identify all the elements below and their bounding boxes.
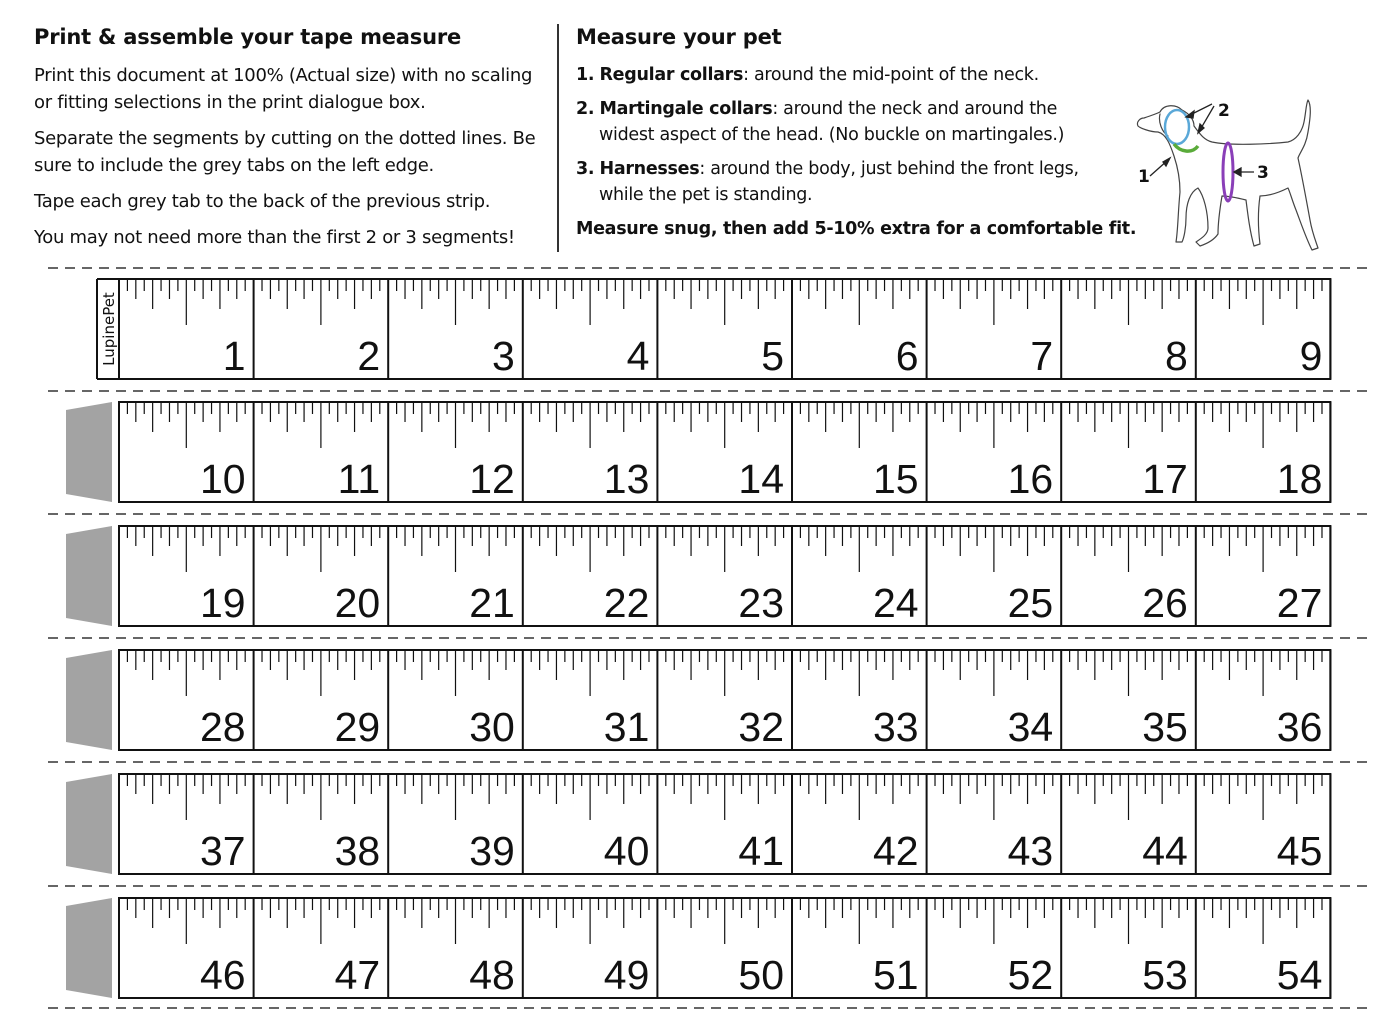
ruler-number: 48 [469, 952, 515, 998]
print-instructions-title: Print & assemble your tape measure [34, 25, 462, 49]
ruler-number: 14 [738, 456, 784, 502]
ruler-number: 19 [199, 580, 246, 626]
ruler-number: 24 [872, 580, 919, 626]
grey-tape-tab [66, 898, 112, 998]
ruler-number: 29 [334, 704, 381, 750]
ruler-number: 30 [469, 704, 515, 750]
ruler-number: 52 [1007, 952, 1054, 998]
step-text: : around the neck and around the [772, 99, 1058, 119]
ruler-number: 46 [199, 952, 246, 998]
ruler-number: 28 [199, 704, 246, 750]
ruler-number: 21 [469, 580, 515, 626]
step-number: 1. [576, 65, 595, 85]
instruction-paragraph: Separate the segments by cutting on the dotted lines. Be sure to include the grey tabs on the left edge. [34, 128, 536, 176]
ruler-number: 49 [603, 952, 650, 998]
ruler-number: 42 [872, 828, 919, 874]
step-number: 2. [576, 99, 595, 119]
ruler-number: 5 [761, 333, 784, 379]
ruler-number: 44 [1142, 828, 1188, 874]
step-text: : around the body, just behind the front legs, [699, 159, 1079, 179]
step-label: Regular collars [599, 65, 744, 85]
diagram-label-1: 1 [1138, 167, 1150, 187]
ruler-number: 50 [738, 952, 784, 998]
measure-instructions-title: Measure your pet [576, 25, 782, 49]
ruler-number: 1 [222, 333, 246, 379]
ruler-number: 31 [603, 704, 650, 750]
step-number: 3. [576, 159, 595, 179]
ruler-number: 6 [895, 333, 919, 379]
step-text: : around the mid-point of the neck. [743, 65, 1039, 85]
ruler-number: 25 [1007, 580, 1054, 626]
grey-tape-tab [66, 650, 112, 750]
ruler-number: 54 [1276, 952, 1323, 998]
ruler-number: 39 [469, 828, 515, 874]
ruler-number: 12 [469, 456, 515, 502]
grey-tape-tab [66, 526, 112, 626]
step-label: Martingale collars [599, 99, 773, 119]
diagram-label-3: 3 [1257, 163, 1269, 183]
brand-label: LupinePet [100, 292, 118, 366]
ruler-number: 17 [1142, 456, 1188, 502]
ruler-number: 40 [603, 828, 650, 874]
ruler-number: 34 [1007, 704, 1054, 750]
step-text-continued: while the pet is standing. [599, 185, 813, 205]
ruler-number: 9 [1299, 333, 1323, 379]
grey-tape-tab [66, 402, 112, 502]
ruler-number: 45 [1276, 828, 1323, 874]
instruction-paragraph: You may not need more than the first 2 or 3 segments! [34, 227, 515, 248]
ruler-number: 26 [1142, 580, 1188, 626]
ruler-number: 35 [1142, 704, 1188, 750]
ruler-number: 37 [199, 828, 246, 874]
ruler-number: 3 [491, 333, 515, 379]
ruler-number: 22 [603, 580, 650, 626]
ruler-number: 10 [199, 456, 246, 502]
step-label: Harnesses [599, 159, 700, 179]
ruler-number: 15 [872, 456, 919, 502]
ruler-number: 51 [872, 952, 919, 998]
ruler-number: 20 [334, 580, 381, 626]
ruler-number: 47 [334, 952, 381, 998]
ruler-number: 16 [1007, 456, 1054, 502]
ruler-number: 11 [337, 456, 381, 502]
ruler-number: 18 [1276, 456, 1323, 502]
ruler-number: 43 [1007, 828, 1054, 874]
ruler-number: 53 [1142, 952, 1188, 998]
ruler-number: 7 [1030, 333, 1054, 379]
instruction-paragraph: Tape each grey tab to the back of the previous strip. [34, 191, 491, 212]
ruler-number: 33 [872, 704, 919, 750]
ruler-number: 41 [738, 828, 784, 874]
instruction-paragraph: Print this document at 100% (Actual size) with no scaling or fitting selections in the print dialogue box. [34, 65, 533, 113]
ruler-number: 36 [1276, 704, 1323, 750]
ruler-number: 27 [1276, 580, 1323, 626]
step-text-continued: widest aspect of the head. (No buckle on martingales.) [599, 125, 1065, 145]
ruler-number: 38 [334, 828, 381, 874]
ruler-number: 13 [603, 456, 650, 502]
grey-tape-tab [66, 774, 112, 874]
ruler-number: 32 [738, 704, 784, 750]
ruler-number: 8 [1164, 333, 1188, 379]
ruler-number: 4 [626, 333, 650, 379]
fit-note: Measure snug, then add 5-10% extra for a comfortable fit. [576, 219, 1137, 239]
ruler-number: 2 [357, 333, 381, 379]
diagram-label-2: 2 [1218, 101, 1230, 121]
ruler-number: 23 [738, 580, 784, 626]
